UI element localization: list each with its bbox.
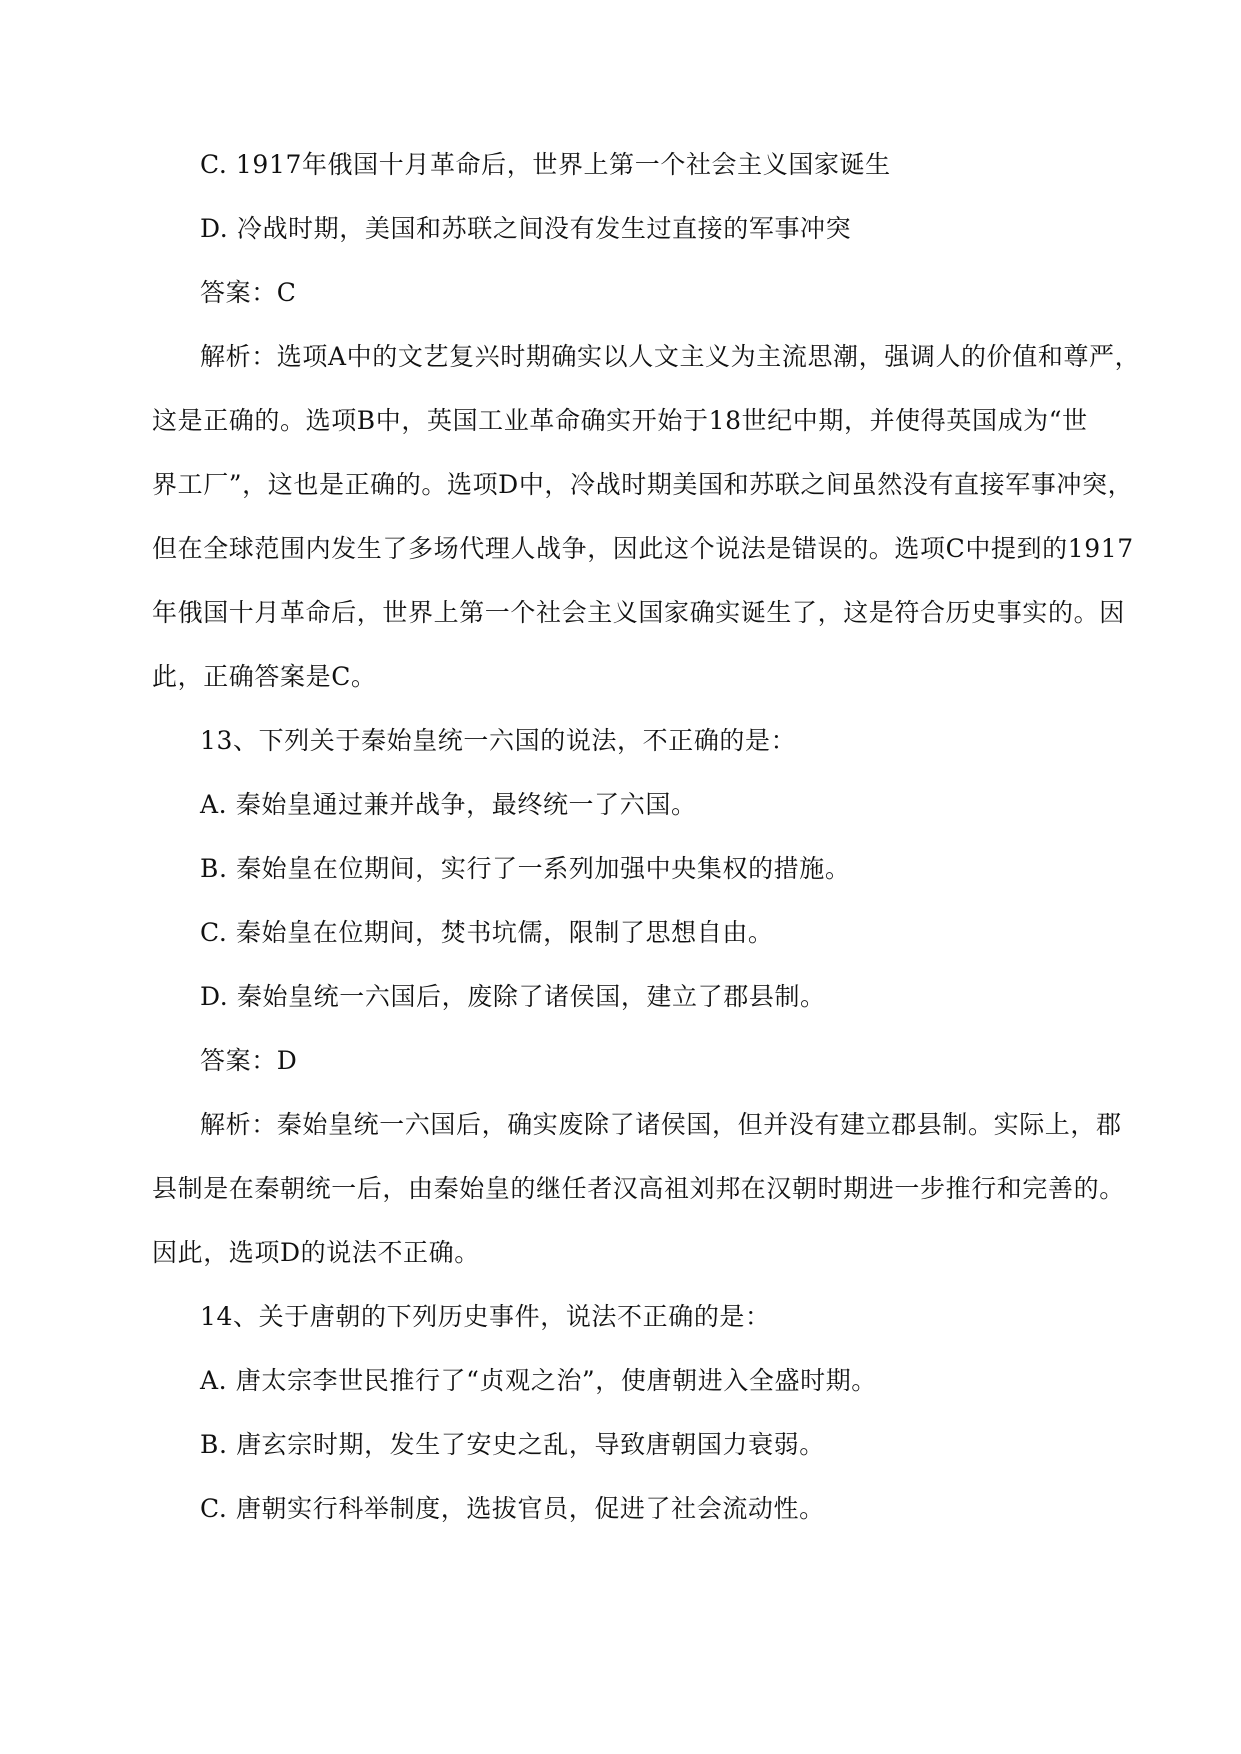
q14-question: 14、关于唐朝的下列历史事件，说法不正确的是： — [200, 1302, 771, 1331]
q12-analysis-line: 但在全球范围内发生了多场代理人战争，因此这个说法是错误的。选项C中提到的1917 — [152, 534, 1134, 563]
q13-question: 13、下列关于秦始皇统一六国的说法，不正确的是： — [200, 726, 797, 755]
q12-option-c: C. 1917年俄国十月革命后，世界上第一个社会主义国家诞生 — [200, 150, 891, 179]
q12-analysis-line: 解析：选项A中的文艺复兴时期确实以人文主义为主流思潮，强调人的价值和尊严， — [200, 342, 1141, 371]
q13-option-d: D. 秦始皇统一六国后，废除了诸侯国，建立了郡县制。 — [200, 982, 826, 1011]
q13-option-a: A. 秦始皇通过兼并战争，最终统一了六国。 — [200, 790, 697, 819]
q13-option-b: B. 秦始皇在位期间，实行了一系列加强中央集权的措施。 — [200, 854, 851, 883]
q13-analysis-line: 县制是在秦朝统一后，由秦始皇的继任者汉高祖刘邦在汉朝时期进一步推行和完善的。 — [152, 1174, 1125, 1203]
q13-analysis-line: 因此，选项D的说法不正确。 — [152, 1238, 480, 1267]
q14-option-c: C. 唐朝实行科举制度，选拔官员，促进了社会流动性。 — [200, 1494, 825, 1523]
q14-option-b: B. 唐玄宗时期，发生了安史之乱，导致唐朝国力衰弱。 — [200, 1430, 825, 1459]
q12-answer: 答案：C — [200, 278, 297, 307]
q12-analysis-line: 这是正确的。选项B中，英国工业革命确实开始于18世纪中期，并使得英国成为“世 — [152, 406, 1088, 435]
q12-analysis-line: 此，正确答案是C。 — [152, 662, 377, 691]
q13-analysis-line: 解析：秦始皇统一六国后，确实废除了诸侯国，但并没有建立郡县制。实际上，郡 — [200, 1110, 1122, 1139]
q12-option-d: D. 冷战时期，美国和苏联之间没有发生过直接的军事冲突 — [200, 214, 852, 243]
q12-analysis-line: 界工厂”，这也是正确的。选项D中，冷战时期美国和苏联之间虽然没有直接军事冲突， — [152, 470, 1134, 499]
q13-option-c: C. 秦始皇在位期间，焚书坑儒，限制了思想自由。 — [200, 918, 774, 947]
q13-answer: 答案：D — [200, 1046, 298, 1075]
q14-option-a: A. 唐太宗李世民推行了“贞观之治”，使唐朝进入全盛时期。 — [200, 1366, 877, 1395]
q12-analysis-line: 年俄国十月革命后，世界上第一个社会主义国家确实诞生了，这是符合历史事实的。因 — [152, 598, 1125, 627]
